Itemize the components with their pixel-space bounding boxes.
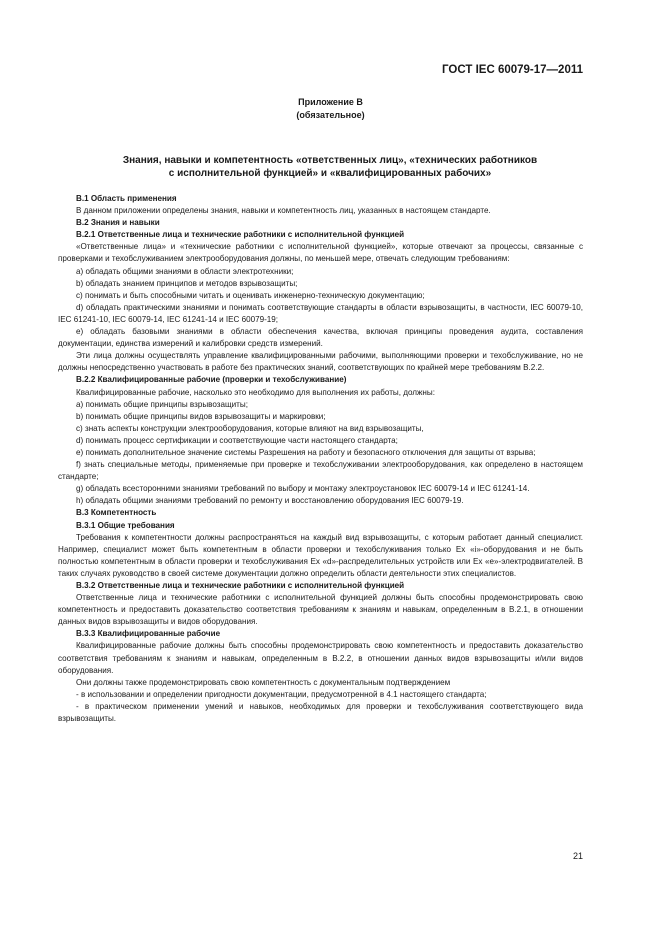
section-heading: В.3.2 Ответственные лица и технические работники с исполнительной функцией: [76, 581, 405, 590]
paragraph: «Ответственные лица» и «технические работники с исполнительной функцией», которые отвечают за процессы, связанные с проверками и техобслуживанием электрооборудования должны, по меньшей мере, отвечать следующим требованиям:: [58, 242, 583, 264]
section-heading: В.2 Знания и навыки: [76, 218, 160, 228]
paragraph: Требования к компетентности должны распространяться на каждый вид взрывозащиты, с которым работает данный специалист. Например, специалист может быть компетентным в области проверки и техобслуживания только Ex «i»-оборудования и не быть полностью компетентным в области проверки и техобслуживания Ex «d»-распределительных устройств или Ex «e»-электродвигателей. В таких случаях руководство в своей системе документации должно определить области деятельности этих специалистов.: [58, 532, 583, 578]
paragraph: - в практическом применении умений и навыков, необходимых для проверки и техобслуживания соответствующего вида взрывозащиты.: [58, 701, 583, 724]
paragraph: c) знать аспекты конструкции электрооборудования, которые влияют на вид взрывозащиты,: [76, 423, 424, 433]
appendix-heading: [0, 96, 661, 122]
section-heading: В.3.1 Общие требования: [76, 520, 175, 530]
paragraph: a) понимать общие принципы взрывозащиты;: [76, 399, 248, 409]
appendix-label: Приложение В: [298, 97, 363, 107]
section-heading: В.1 Область применения: [76, 194, 177, 203]
document-header: ГОСТ IEC 60079-17—2011: [442, 64, 583, 76]
paragraph: d) понимать процесс сертификации и соответствующие части настоящего стандарта;: [76, 435, 398, 445]
paragraph: h) обладать общими знаниями требований по ремонту и восстановлению оборудования IEC 60079-19.: [76, 496, 464, 506]
title-line-2: с исполнительной функцией» и «квалифицированных рабочих»: [168, 168, 492, 179]
paragraph: c) понимать и быть способными читать и оценивать инженерно-техническую документацию;: [76, 290, 425, 300]
appendix-title: [60, 154, 600, 180]
section-heading: В.3 Компетентность: [76, 508, 157, 518]
paragraph: d) обладать практическими знаниями и понимать соответствующие стандарты в области взрывозащиты, в частности, IEC 60079-10, IEC 61241-10, IEC 60079-14, IEC 61241-14 и IEC 60079-19;: [58, 302, 583, 324]
paragraph: В данном приложении определены знания, навыки и компетентность лиц, указанных в настоящем стандарте.: [76, 206, 491, 216]
paragraph: Ответственные лица и технические работники с исполнительной функцией должны быть способны продемонстрировать свою компетентность и предоставить доказательство соответствия требованиям к знаниям и навыкам, определенным в В.2.1, в отношении данных видов взрывозащиты и видов оборудования.: [58, 593, 583, 627]
paragraph: a) обладать общими знаниями в области электротехники;: [76, 266, 294, 276]
paragraph: Квалифицированные рабочие должны быть способны продемонстрировать свою компетентность и предоставить доказательство соответствия требованиям к знаниям и навыкам, определенным в В.2.2, в отношении данных видов взрывозащиты и/или видов оборудования.: [58, 641, 583, 675]
document-body: [58, 193, 583, 725]
paragraph: Эти лица должны осуществлять управление квалифицированными рабочими, выполняющими проверки и техобслуживание, но не должны непосредственно участвовать в работе без практических знаний, соответствующих по крайней мере требованиям В.2.2.: [58, 351, 583, 373]
section-heading: В.3.3 Квалифицированные рабочие: [76, 629, 221, 639]
paragraph: b) обладать знанием принципов и методов взрывозащиты;: [76, 278, 298, 288]
paragraph: g) обладать всесторонними знаниями требований по выбору и монтажу электроустановок IEC 60079-14 и IEC 61241-14.: [76, 484, 530, 494]
paragraph: f) знать специальные методы, применяемые при проверке и техобслуживании электрооборудования, как определено в настоящем стандарте;: [58, 460, 583, 482]
paragraph: Они должны также продемонстрировать свою компетентность с документальным подтверждением: [76, 677, 451, 687]
appendix-note: (обязательное): [296, 110, 365, 120]
paragraph: e) обладать базовыми знаниями в области обеспечения качества, включая принципы проведения аудита, составления документации, единства измерений и калибровки средств измерений.: [58, 327, 583, 349]
paragraph: e) понимать дополнительное значение системы Разрешения на работу и безопасного отключения для защиты от взрыва;: [76, 447, 536, 457]
paragraph: - в использовании и определении пригодности документации, предусмотренной в 4.1 настоящего стандарта;: [76, 689, 487, 699]
title-line-1: Знания, навыки и компетентность «ответственных лиц», «технических работников: [122, 155, 538, 166]
paragraph: Квалифицированные рабочие, насколько это необходимо для выполнения их работы, должны:: [76, 387, 435, 397]
page-number: 21: [572, 851, 583, 861]
section-heading: В.2.1 Ответственные лица и технические работники с исполнительной функцией: [76, 230, 405, 240]
paragraph: b) понимать общие принципы видов взрывозащиты и маркировки;: [76, 411, 326, 421]
section-heading: В.2.2 Квалифицированные рабочие (проверки и техобслуживание): [76, 375, 347, 385]
